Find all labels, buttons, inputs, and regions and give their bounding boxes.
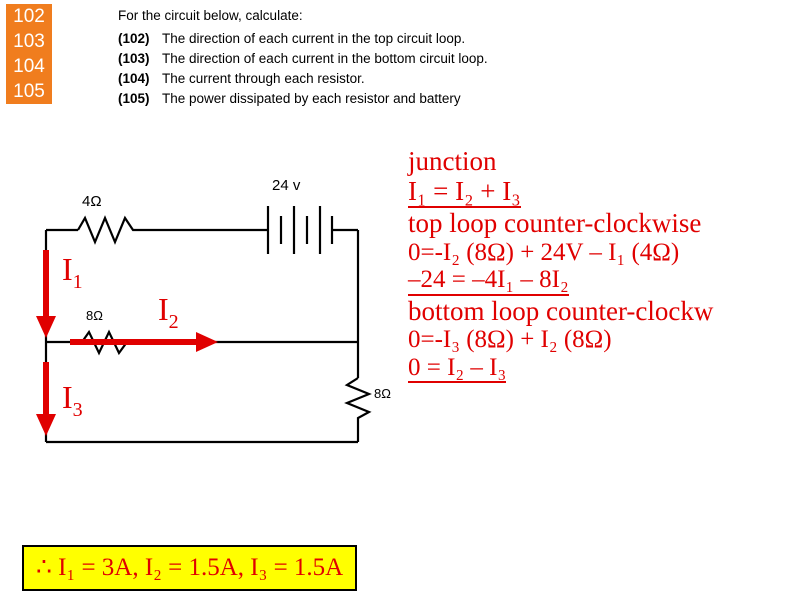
answer-box: ∴ I₁ = 3A, I₂ = 1.5A, I₃ = 1.5A	[22, 545, 357, 591]
top-loop-equation-2-row	[408, 267, 800, 296]
question-item	[118, 51, 488, 66]
current-label-i3: $I_3$	[62, 379, 83, 421]
current-label-i2: $I_2$	[158, 291, 179, 333]
question-tag: (105)	[118, 91, 150, 106]
resistor-8ohm-middle-label: 8Ω	[86, 308, 103, 323]
question-text: The direction of each current in the bottom circuit loop.	[162, 51, 488, 66]
top-loop-equation-1: 0=-I₂ (8Ω) + 24V – I₁ (4Ω)	[408, 238, 680, 266]
intro-text: For the circuit below, calculate:	[118, 8, 303, 23]
question-text: The power dissipated by each resistor and battery	[162, 91, 461, 106]
question-number-badge: 104	[6, 54, 52, 79]
question-number-badges	[6, 4, 52, 104]
resistor-4ohm-label: 4Ω	[82, 193, 102, 210]
top-loop-title: top loop counter-clockwise	[408, 208, 702, 239]
resistor-4ohm-symbol	[78, 218, 140, 242]
worked-solution	[408, 148, 800, 385]
junction-title: junction	[408, 146, 497, 176]
question-tag: (102)	[118, 31, 150, 46]
question-list	[118, 31, 488, 111]
current-label-i1: $I_1$	[62, 251, 83, 293]
question-text: The direction of each current in the top circuit loop.	[162, 31, 466, 46]
circuit-svg	[0, 150, 420, 480]
question-text: The current through each resistor.	[162, 71, 365, 86]
top-loop-equation-2: –24 = –4I₁ – 8I₂	[408, 267, 569, 296]
bottom-loop-title: bottom loop counter-clockw	[408, 295, 714, 326]
junction-equation: I₁ = I₂ + I₃	[408, 178, 521, 209]
bottom-loop-equation-2-row	[408, 355, 800, 384]
question-number-badge: 105	[6, 79, 52, 104]
question-item	[118, 71, 488, 86]
junction-equation-row	[408, 175, 800, 209]
resistor-8ohm-right-symbol	[347, 378, 369, 422]
question-number-badge: 102	[6, 4, 52, 29]
bottom-loop-equation-1: 0=-I₃ (8Ω) + I₂ (8Ω)	[408, 326, 612, 354]
battery-symbol	[268, 206, 332, 254]
question-item	[118, 31, 488, 46]
resistor-8ohm-right-label: 8Ω	[374, 386, 391, 401]
question-number-badge: 103	[6, 29, 52, 54]
circuit-diagram	[0, 150, 420, 480]
bottom-loop-equation-2: 0 = I₂ – I₃	[408, 355, 506, 384]
question-item	[118, 91, 488, 106]
question-tag: (103)	[118, 51, 150, 66]
question-tag: (104)	[118, 71, 150, 86]
battery-label: 24 v	[272, 177, 301, 194]
